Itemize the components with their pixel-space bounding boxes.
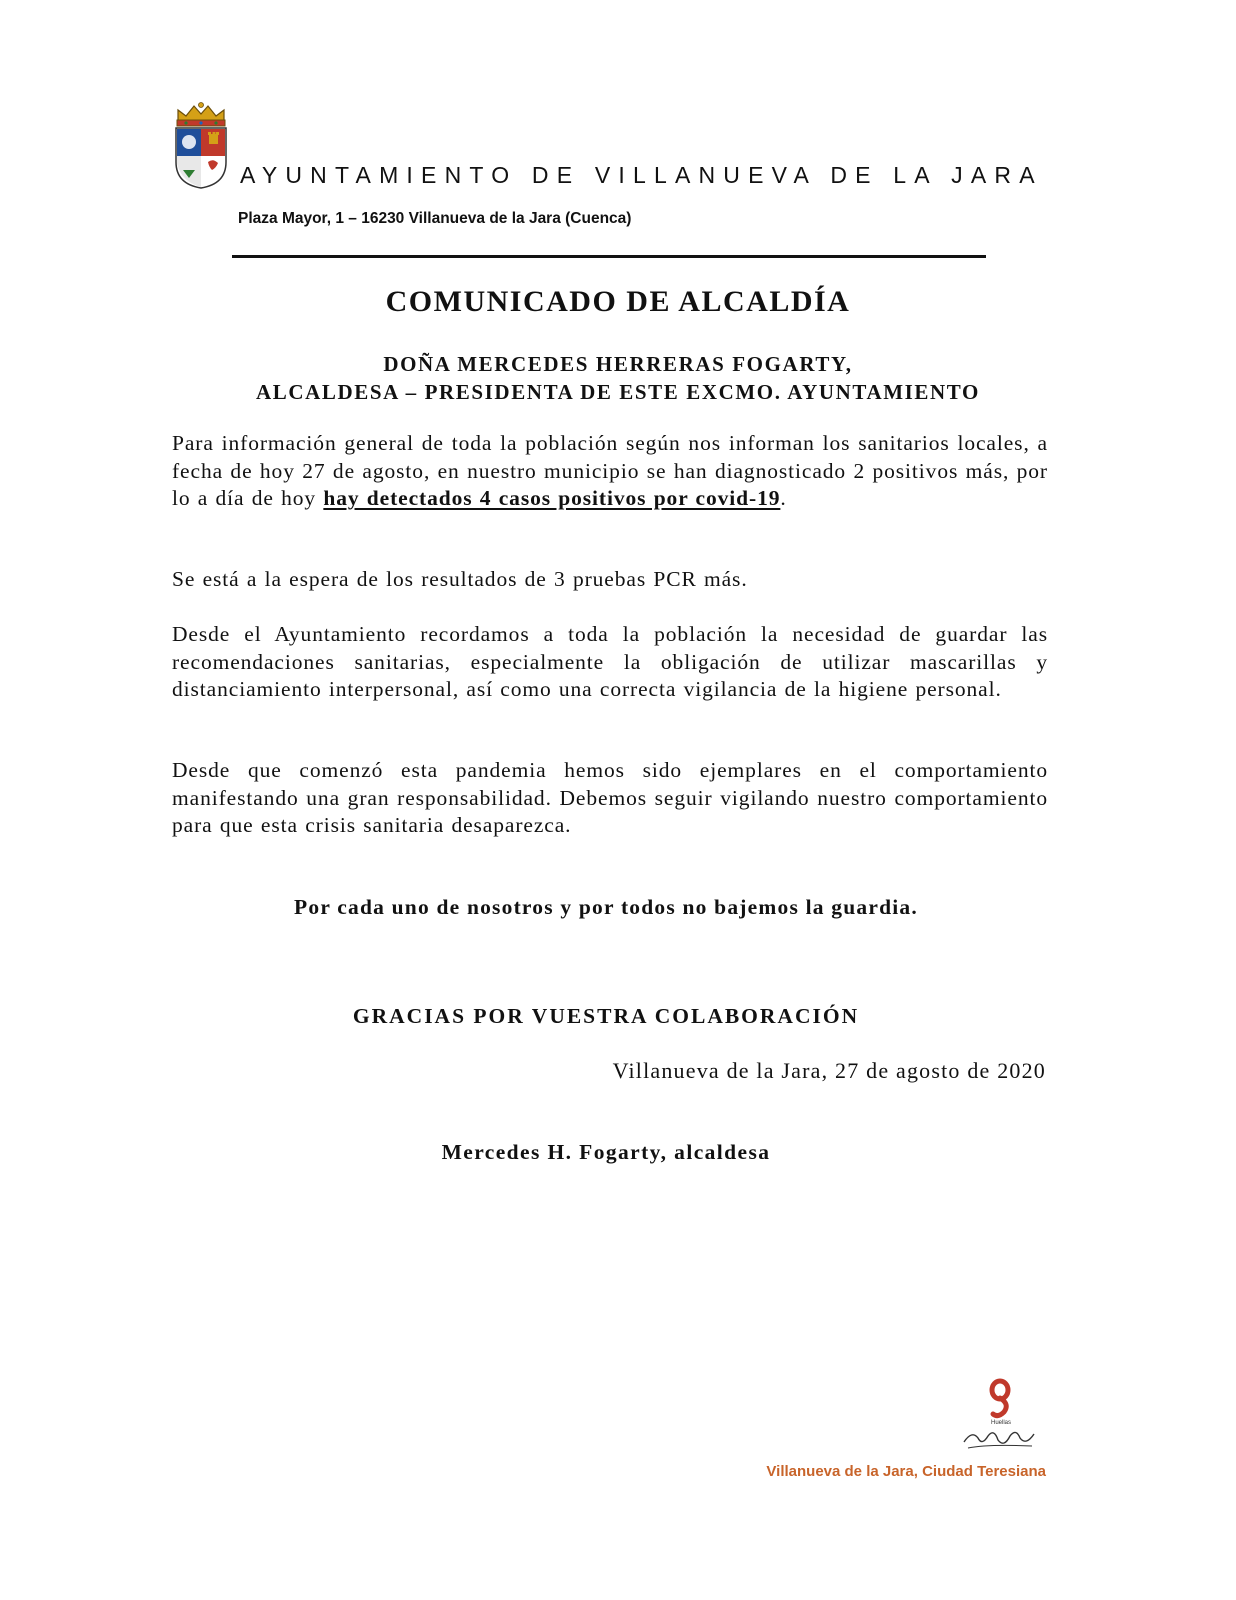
cases-highlight: hay detectados 4 casos positivos por covid-19 (323, 486, 781, 510)
coat-of-arms-icon (170, 100, 232, 190)
header-divider (232, 255, 986, 258)
paragraph-cases-end: . (780, 486, 787, 510)
thanks-heading: GRACIAS POR VUESTRA COLABORACIÓN (352, 1004, 860, 1028)
signature: Mercedes H. Fogarty, alcaldesa (441, 1140, 771, 1164)
organization-address: Plaza Mayor, 1 – 16230 Villanueva de la Jara (Cuenca) (238, 210, 632, 227)
paragraph-pcr: Se está a la espera de los resultados de 3 pruebas PCR más. (172, 567, 748, 591)
paragraph-cases (172, 430, 1048, 513)
footer-logo-label: Huellas (990, 1420, 1011, 1426)
signatory-role: ALCALDESA – PRESIDENTA DE ESTE EXCMO. AYUNTAMIENTO (256, 380, 980, 404)
footer-tagline: Villanueva de la Jara, Ciudad Teresiana (766, 1463, 1046, 1480)
place-date: Villanueva de la Jara, 27 de agosto de 2020 (612, 1058, 1046, 1083)
paragraph-cases-text: Para información general de toda la población según nos informan los sanitarios locales, a fecha de hoy 27 de agosto, en nuestro municipio se han diagnosticado 2 positivos más, por lo a día de hoy (172, 431, 1048, 510)
paragraph-recommendations: Desde el Ayuntamiento recordamos a toda la población la necesidad de guardar las recomendaciones sanitarias, especialmente la obligación de utilizar mascarillas y distanciamiento interpersonal, así como una correcta vigilancia de la higiene personal. (172, 622, 1048, 701)
signatory-name: DOÑA MERCEDES HERRERAS FOGARTY, (383, 352, 853, 376)
huellas-logo-icon (958, 1378, 1042, 1458)
slogan: Por cada uno de nosotros y por todos no bajemos la guardia. (294, 895, 918, 919)
document-title: COMUNICADO DE ALCALDÍA (385, 285, 851, 318)
signatory-block (0, 350, 1236, 406)
paragraph-behavior: Desde que comenzó esta pandemia hemos sido ejemplares en el comportamiento manifestando una gran responsabilidad. Debemos seguir vigilando nuestro comportamiento para que esta crisis sanitaria desaparezca. (172, 758, 1048, 837)
organization-name: AYUNTAMIENTO DE VILLANUEVA DE LA JARA (240, 162, 1043, 188)
